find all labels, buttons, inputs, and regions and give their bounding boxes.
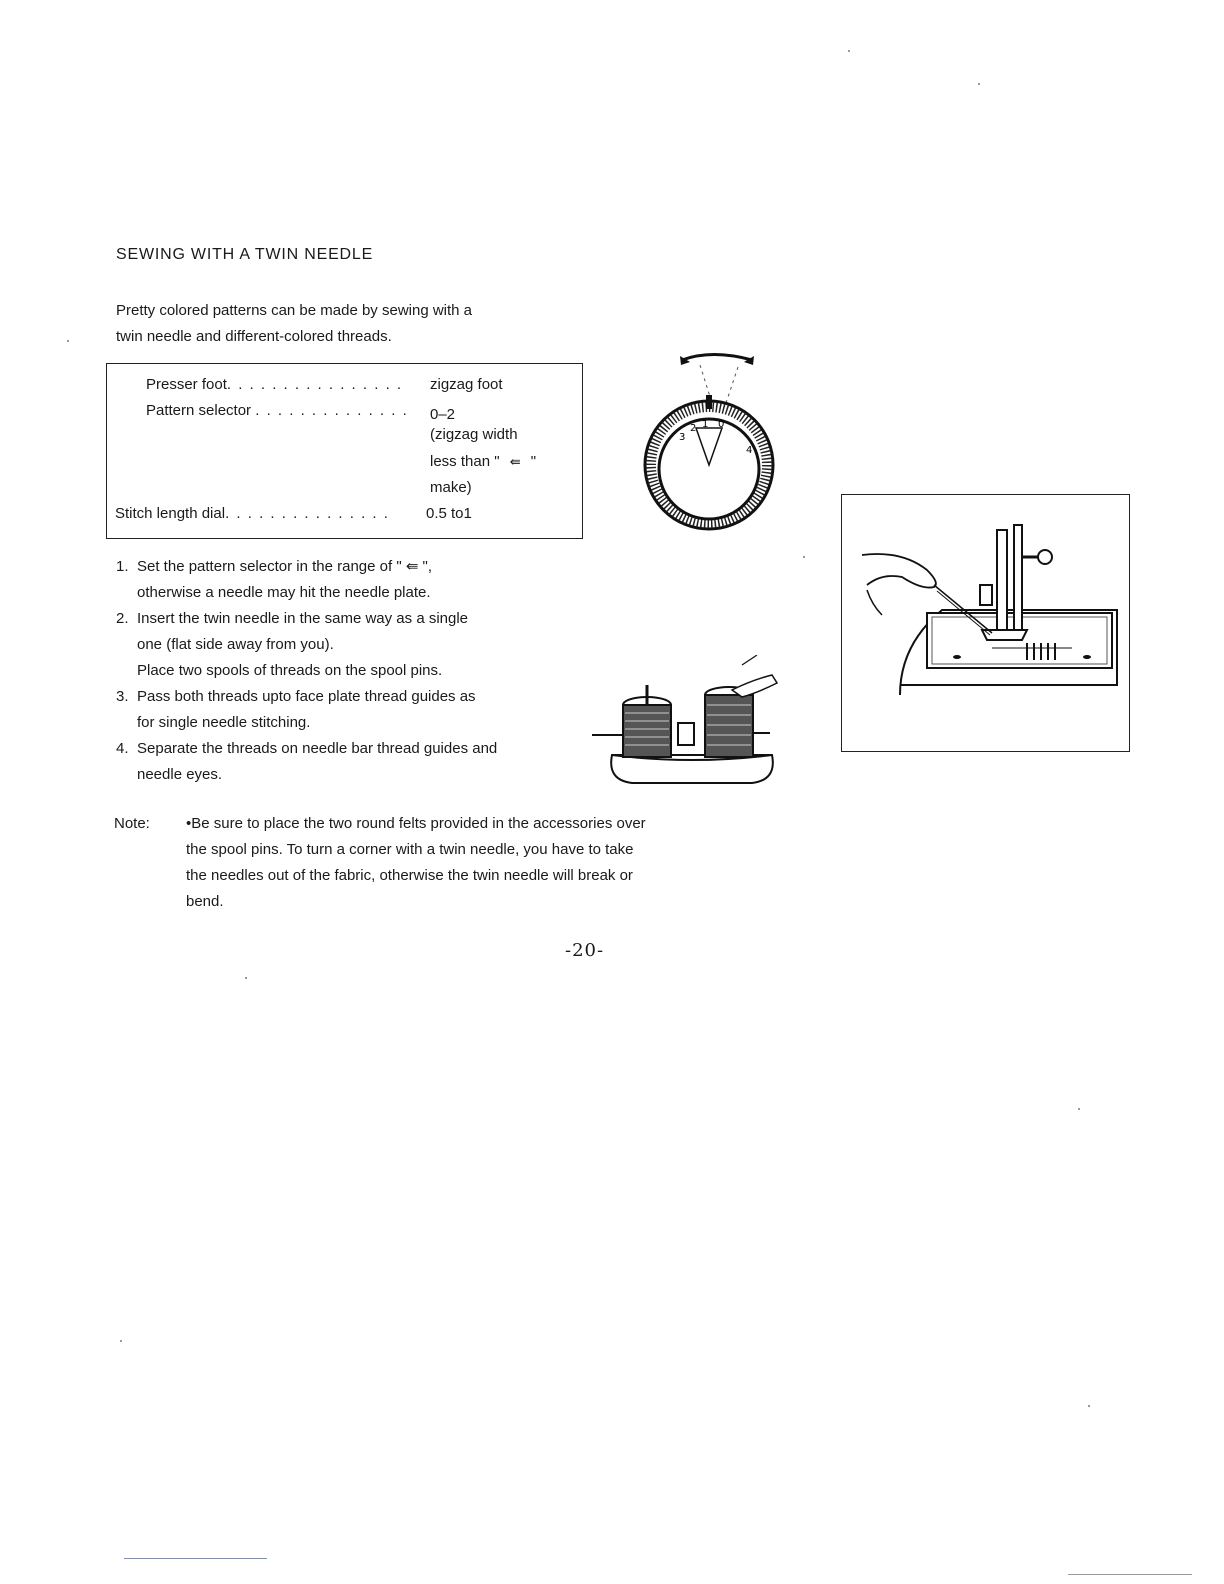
step-2-text: Insert the twin needle in the same way as a single xyxy=(137,610,469,627)
range-arc xyxy=(682,355,752,361)
step-1-cont: otherwise a needle may hit the needle plate. xyxy=(137,584,431,601)
scan-speck xyxy=(978,83,980,85)
note-block xyxy=(114,811,754,910)
presser-foot-row xyxy=(146,376,403,393)
pattern-selector-note-3: make) xyxy=(430,479,472,496)
dial-digit: 4 xyxy=(746,445,753,456)
intro-paragraph xyxy=(116,298,586,350)
spools-illustration xyxy=(592,655,792,785)
stitch-length-value: 0.5 to1 xyxy=(426,505,472,522)
step-2-cont-2: Place two spools of threads on the spool pins. xyxy=(137,662,443,679)
page-number: -20- xyxy=(565,940,605,961)
list-item: 2. Insert the twin needle in the same way as a single xyxy=(116,606,586,632)
twin-arrow-symbol: ⇚ xyxy=(509,454,521,469)
step-2-cont: one (flat side away from you). xyxy=(137,636,334,653)
scan-speck xyxy=(245,977,247,979)
thread-guide xyxy=(678,723,694,745)
scan-speck xyxy=(1088,1405,1090,1407)
note-line-3: the needles out of the fabric, otherwise the twin needle will break or xyxy=(186,867,633,884)
note-label: Note: xyxy=(114,815,150,832)
hand xyxy=(862,554,936,588)
hand-finger xyxy=(732,675,777,697)
pattern-selector-label: Pattern selector xyxy=(146,402,252,419)
dial-indicator-mark xyxy=(706,395,712,409)
step-1-text: Set the pattern selector in the range of " ⇚ ", xyxy=(137,558,433,575)
scan-speck xyxy=(1078,1108,1080,1110)
list-item: 3. Pass both threads upto face plate thread guides as xyxy=(116,684,586,710)
step-3-cont: for single needle stitching. xyxy=(137,714,311,731)
note-line-4: bend. xyxy=(186,893,224,910)
presser-foot xyxy=(982,630,1027,640)
thumb-screw xyxy=(1038,550,1052,564)
note-line-2: the spool pins. To turn a corner with a twin needle, you have to take xyxy=(186,841,634,858)
step-3-text: Pass both threads upto face plate thread guides as xyxy=(137,688,476,705)
pattern-selector-note-2 xyxy=(430,453,536,470)
dial-face xyxy=(659,419,759,519)
step-4-text: Separate the threads on needle bar thread guides and xyxy=(137,740,498,757)
section-title: SEWING WITH A TWIN NEEDLE xyxy=(116,246,374,263)
steps-list xyxy=(116,554,586,788)
list-item: 4. Separate the threads on needle bar thread guides and xyxy=(116,736,586,762)
needle-clamp xyxy=(980,585,992,605)
intro-line-1: Pretty colored patterns can be made by sewing with a xyxy=(116,302,473,319)
pattern-selector-note-1: (zigzag width xyxy=(430,426,518,443)
bottom-divider xyxy=(124,1558,267,1559)
note-line-1: •Be sure to place the two round felts provided in the accessories over xyxy=(186,815,646,832)
presser-foot-label: Presser foot xyxy=(146,376,227,393)
needle-plate-frame xyxy=(841,494,1130,752)
scan-speck xyxy=(803,556,805,558)
scan-speck xyxy=(120,1340,122,1342)
scan-speck xyxy=(848,50,850,52)
dial-digit: 1 xyxy=(702,419,709,430)
presser-bar xyxy=(1014,525,1022,635)
note-body xyxy=(186,811,756,915)
step-4-cont: needle eyes. xyxy=(137,766,223,783)
pattern-selector-row xyxy=(146,402,408,419)
settings-table xyxy=(106,363,583,539)
needle-bar xyxy=(997,530,1007,630)
note-2-close: " xyxy=(530,453,537,470)
dial-digit: 3 xyxy=(679,432,686,443)
dial-digit: 2 xyxy=(690,423,697,434)
dial-digit: 0 xyxy=(718,419,725,430)
needle-plate-illustration xyxy=(842,495,1129,751)
pattern-dial-illustration xyxy=(640,345,790,545)
pattern-selector-value: 0–2 xyxy=(430,406,456,423)
presser-foot-dots: . . . . . . . . . . . . . . . . xyxy=(226,376,403,393)
intro-line-2: twin needle and different-colored threads. xyxy=(116,328,392,345)
stitch-length-label: Stitch length dial xyxy=(115,505,226,522)
scan-speck xyxy=(67,340,69,342)
stitch-length-dots: . . . . . . . . . . . . . . . xyxy=(225,505,390,522)
pattern-selector-dots: . . . . . . . . . . . . . . xyxy=(255,402,409,419)
note-2-text: less than " xyxy=(430,453,500,470)
stitch-length-row xyxy=(115,505,389,522)
spool-right xyxy=(705,695,753,757)
bottom-divider-right xyxy=(1068,1574,1192,1575)
presser-foot-value: zigzag foot xyxy=(430,376,503,393)
list-item: 1. Set the pattern selector in the range of " ⇚ ", xyxy=(116,554,586,580)
